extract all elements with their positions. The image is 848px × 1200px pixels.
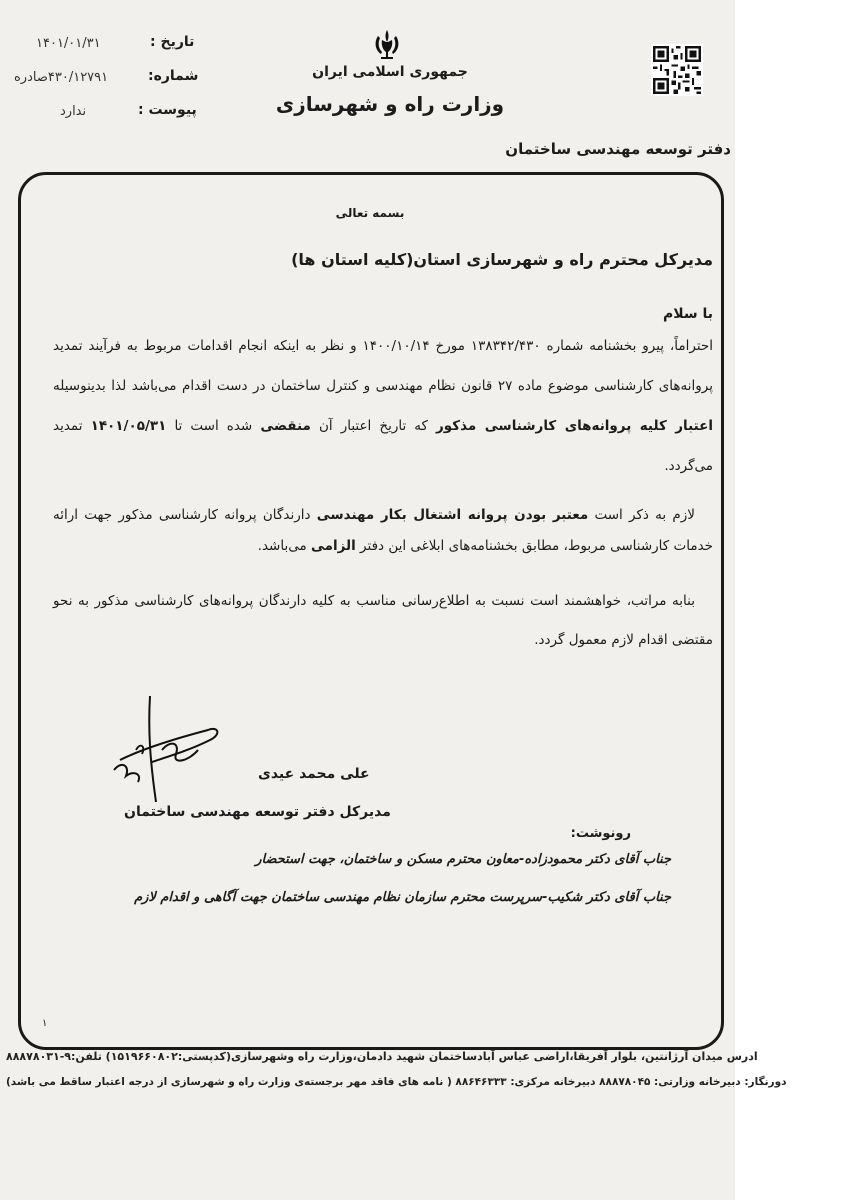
paragraph-2-text-d: الزامی	[311, 538, 356, 554]
paragraph-1-text-g: تمدید می‌گردد.	[53, 418, 713, 474]
cc-label: رونوشت:	[570, 826, 631, 841]
paragraph-2-text-a: لازم به ذکر است	[594, 507, 695, 523]
paragraph-1-text-a: احتراماً، پیرو بخشنامه شماره ۱۳۸۳۴۲/۴۳۰ مورخ ۱۴۰۰/۱۰/۱۴ و نظر به اینکه انجام اقدامات مربوط به فرآیند تمدید پروانه‌های کارشناسی موضوع ماده ۲۷ قانون نظام مهندسی و کنترل ساختمان در دست اقدام می‌باشد لذا بدینوسیله	[53, 338, 713, 394]
office-name: دفتر توسعه مهندسی ساختمان	[505, 140, 731, 158]
country-name: جمهوری اسلامی ایران	[312, 64, 468, 80]
paragraph-2	[53, 500, 713, 562]
footer-fax: دورنگار: دبیرخانه وزارتی: ۸۸۸۷۸۰۴۵ دبیرخانه مرکزی: ۸۸۶۴۶۳۳۳ ( نامه های فاقد مهر برجسته‌ی وزارت راه و شهرسازی از درجه اعتبار ساقط می باشد)	[6, 1076, 787, 1088]
cc-line-2: جناب آقای دکتر شکیب-سرپرست محترم سازمان نظام مهندسی ساختمان جهت آگاهی و اقدام لازم	[134, 890, 671, 905]
number-label: شماره:	[148, 68, 199, 84]
paragraph-1-date: ۱۴۰۱/۰۵/۳۱	[90, 418, 167, 434]
paragraph-2-text-c: دارندگان پروانه کارشناسی مذکور جهت ارائه خدمات کارشناسی مربوط، مطابق بخشنامه‌های ابلاغی این دفتر	[53, 507, 713, 554]
qr-code-icon	[651, 44, 703, 96]
greeting: با سلام	[662, 306, 713, 322]
signer-name: علی محمد عیدی	[258, 766, 370, 782]
footer-address: ادرس میدان آرژانتین، بلوار آفریقا،اراضی عباس آبادساختمان شهید دادمان،وزارت راه وشهرسازی(کدپستی:۱۵۱۹۶۶۰۸۰۲) تلفن:۹-۸۸۸۷۸۰۳۱	[6, 1050, 758, 1063]
paragraph-1	[53, 326, 713, 486]
paragraph-1-text-e: شده است تا	[174, 418, 253, 434]
attachment-label: پیوست :	[138, 102, 197, 118]
number-value: ۴۳۰/۱۲۷۹۱صادره	[14, 70, 109, 85]
page-number: ۱	[42, 1018, 48, 1029]
date-label: تاریخ :	[150, 34, 195, 50]
handwritten-signature	[100, 690, 250, 810]
cc-line-1: جناب آقای دکتر محمودزاده-معاون محترم مسکن و ساختمان، جهت استحضار	[255, 852, 671, 867]
paragraph-1-text-b: اعتبار کلیه پروانه‌های کارشناسی مذکور	[436, 418, 713, 434]
paragraph-2-text-b: معتبر بودن پروانه اشتغال بکار مهندسی	[316, 507, 589, 523]
paragraph-3: بنابه مراتب، خواهشمند است نسبت به اطلاع‌رسانی مناسب به کلیه دارندگان پروانه‌های کارشناسی مذکور به نحو مقتضی اقدام لازم معمول گردد.	[53, 593, 713, 648]
paragraph-1-text-c: که تاریخ اعتبار آن	[318, 418, 428, 434]
ministry-name: وزارت راه و شهرسازی	[275, 92, 505, 116]
bism-heading: بسمه تعالی	[335, 206, 405, 220]
paragraph-2-text-e: می‌باشد.	[257, 538, 307, 554]
attachment-value: ندارد	[60, 104, 87, 119]
paragraph-1-text-d: منقضی	[260, 418, 311, 434]
date-value: ۱۴۰۱/۰۱/۳۱	[36, 36, 101, 51]
addressee: مدیرکل محترم راه و شهرسازی استان(کلیه استان ها)	[291, 250, 713, 269]
signer-title: مدیرکل دفتر توسعه مهندسی ساختمان	[124, 804, 391, 820]
iran-emblem-icon	[371, 28, 403, 62]
